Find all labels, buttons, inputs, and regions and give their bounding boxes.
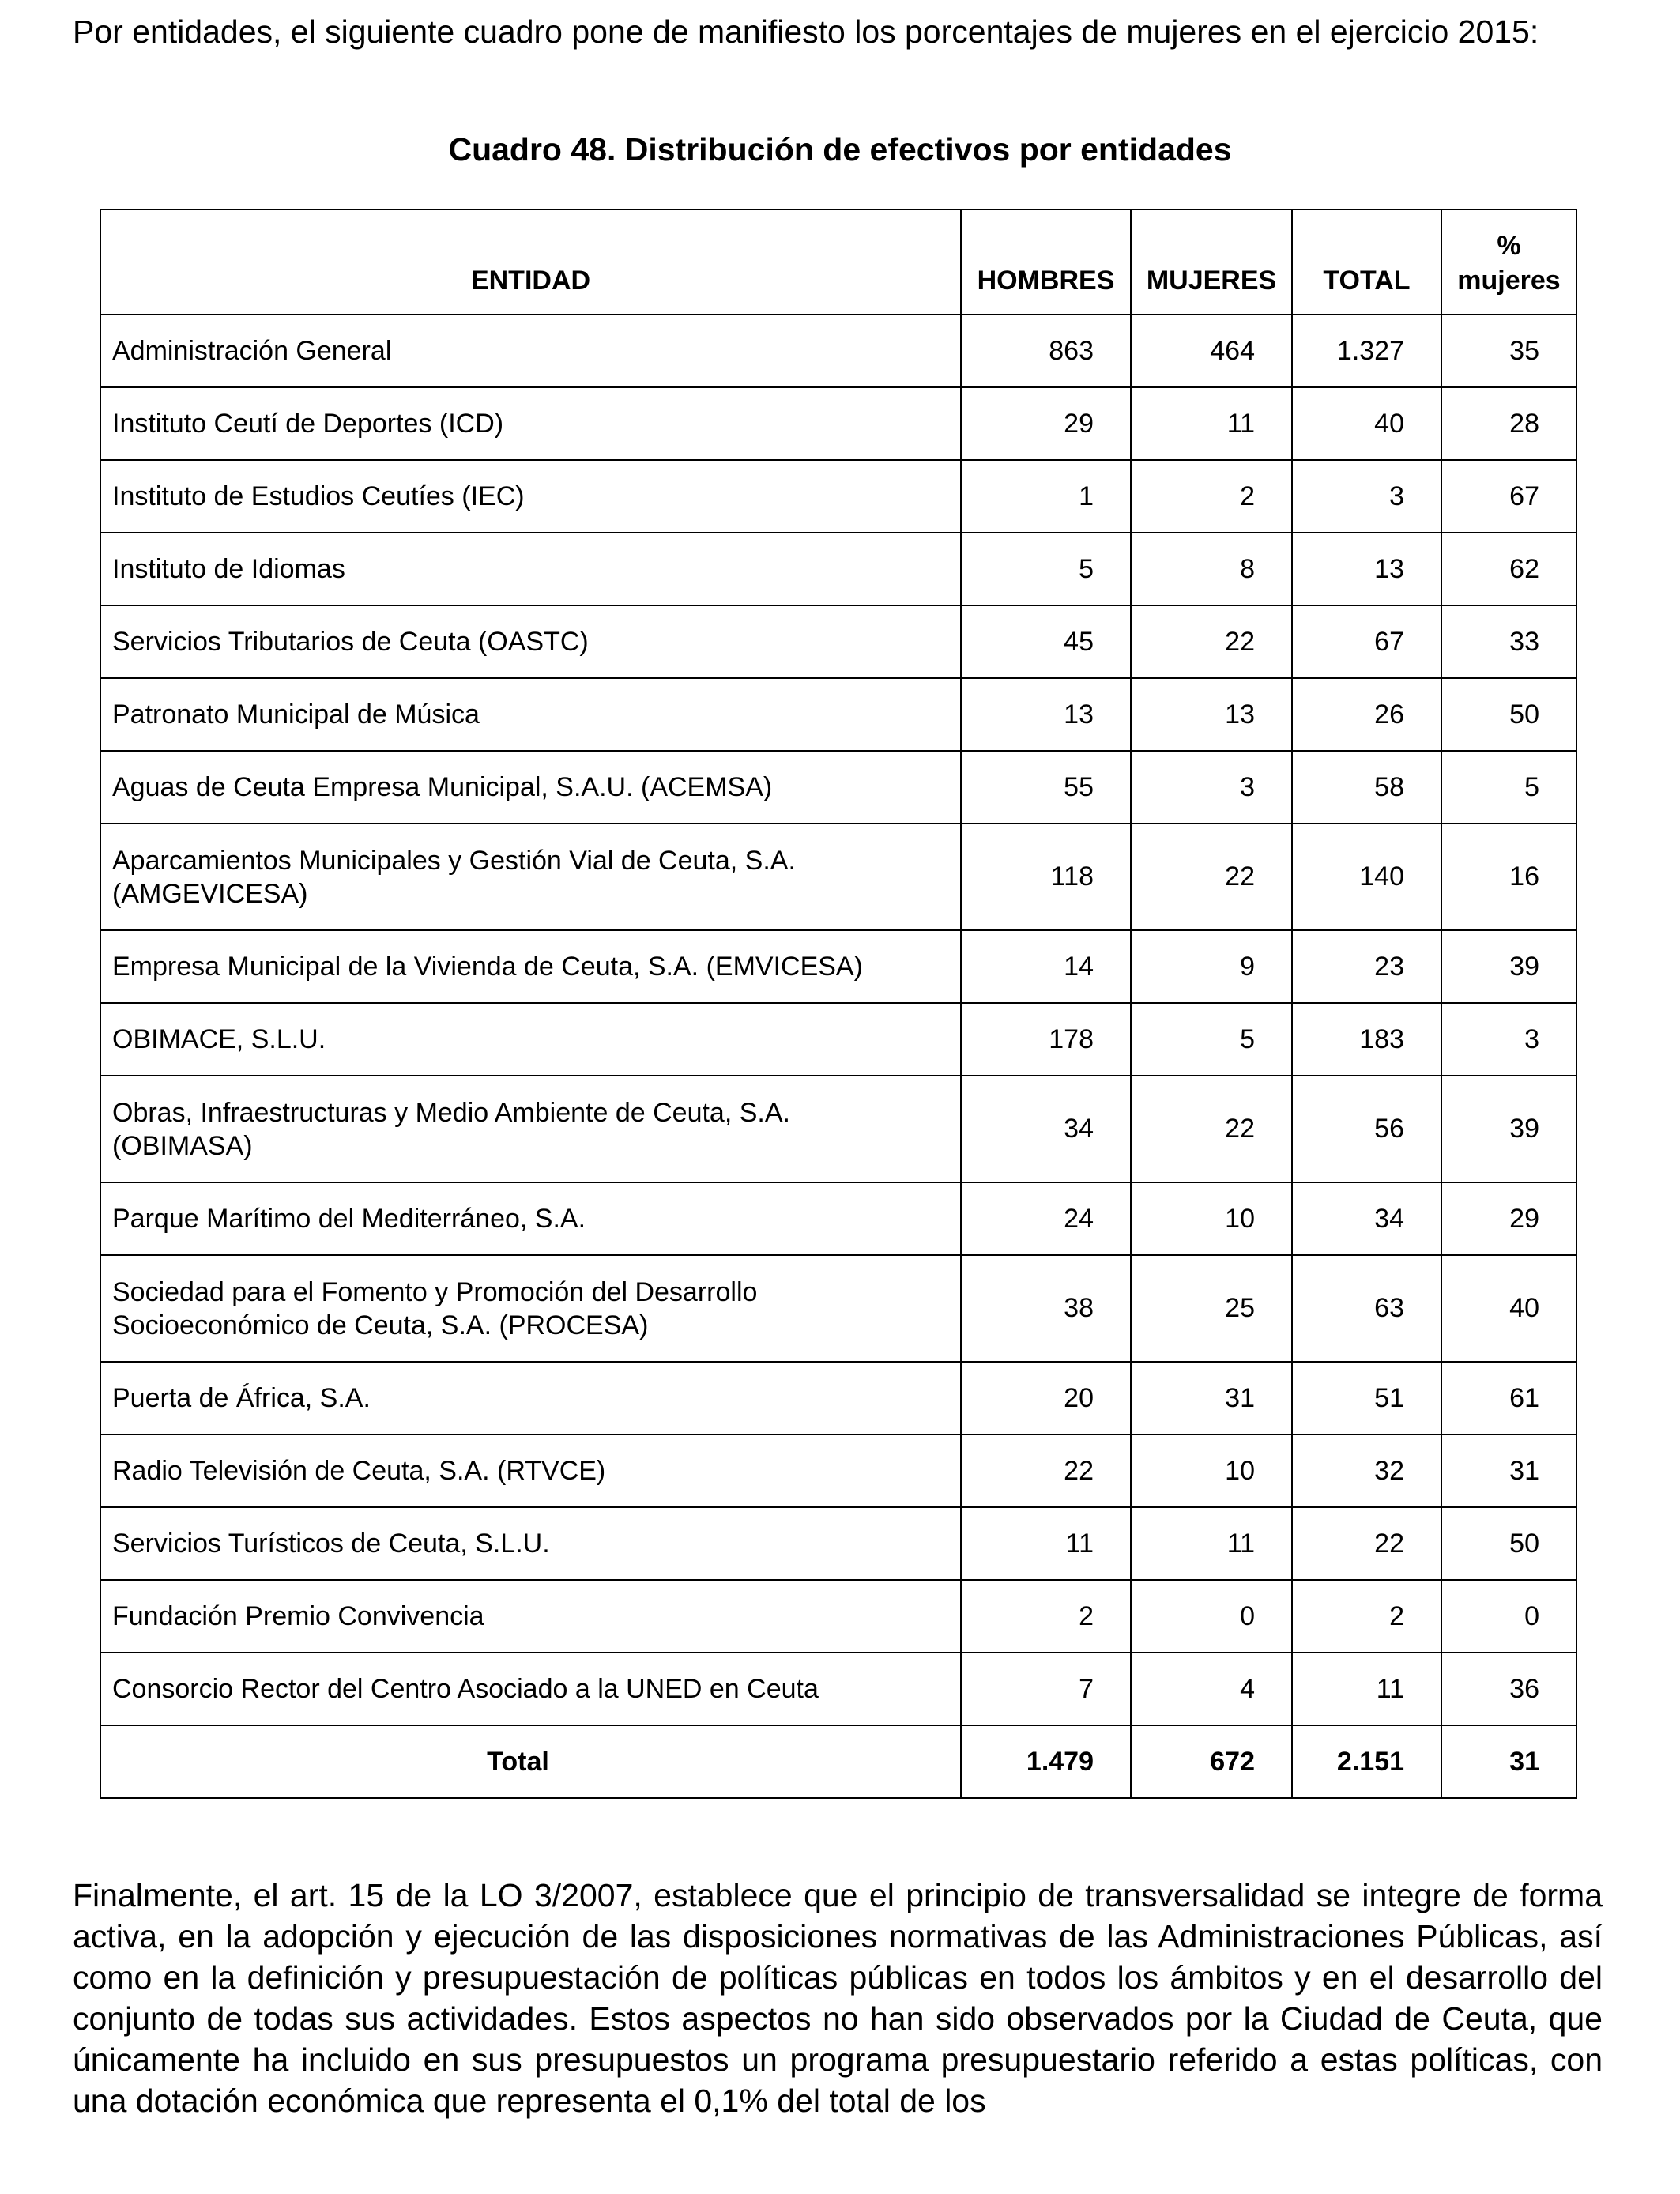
cell-pct-mujeres: 33 [1441, 605, 1576, 678]
cell-entidad: Puerta de África, S.A. [100, 1362, 961, 1434]
table-row [100, 605, 1576, 678]
table-row [100, 533, 1576, 605]
entities-table [100, 209, 1577, 1799]
cell-hombres: 863 [961, 315, 1131, 387]
cell-total: 63 [1292, 1255, 1441, 1362]
cell-total: 40 [1292, 387, 1441, 460]
cell-hombres: 7 [961, 1653, 1131, 1725]
cell-pct-mujeres: 5 [1441, 751, 1576, 824]
table-row [100, 315, 1576, 387]
total-hombres: 1.479 [961, 1725, 1131, 1798]
cell-hombres: 20 [961, 1362, 1131, 1434]
cell-entidad: Fundación Premio Convivencia [100, 1580, 961, 1653]
cell-hombres: 38 [961, 1255, 1131, 1362]
header-hombres: HOMBRES [961, 209, 1131, 315]
cell-total: 23 [1292, 930, 1441, 1003]
table-header-row [100, 209, 1576, 315]
intro-paragraph: Por entidades, el siguiente cuadro pone de manifiesto los porcentajes de mujeres en el ejercicio 2015: [73, 13, 1539, 50]
cell-pct-mujeres: 50 [1441, 678, 1576, 751]
cell-pct-mujeres: 0 [1441, 1580, 1576, 1653]
cell-entidad: Servicios Tributarios de Ceuta (OASTC) [100, 605, 961, 678]
cell-total: 140 [1292, 824, 1441, 930]
total-pct-mujeres: 31 [1441, 1725, 1576, 1798]
cell-hombres: 34 [961, 1076, 1131, 1182]
cell-entidad: Radio Televisión de Ceuta, S.A. (RTVCE) [100, 1434, 961, 1507]
cell-total: 67 [1292, 605, 1441, 678]
cell-total: 1.327 [1292, 315, 1441, 387]
cell-entidad: Instituto de Estudios Ceutíes (IEC) [100, 460, 961, 533]
cell-total: 56 [1292, 1076, 1441, 1182]
cell-pct-mujeres: 3 [1441, 1003, 1576, 1076]
cell-mujeres: 3 [1131, 751, 1292, 824]
cell-mujeres: 11 [1131, 1507, 1292, 1580]
cell-entidad: Servicios Turísticos de Ceuta, S.L.U. [100, 1507, 961, 1580]
cell-hombres: 11 [961, 1507, 1131, 1580]
cell-mujeres: 25 [1131, 1255, 1292, 1362]
cell-total: 26 [1292, 678, 1441, 751]
cell-hombres: 14 [961, 930, 1131, 1003]
table-row [100, 387, 1576, 460]
cell-total: 183 [1292, 1003, 1441, 1076]
cell-hombres: 118 [961, 824, 1131, 930]
header-total: TOTAL [1292, 209, 1441, 315]
cell-mujeres: 8 [1131, 533, 1292, 605]
total-mujeres: 672 [1131, 1725, 1292, 1798]
cell-total: 11 [1292, 1653, 1441, 1725]
cell-total: 32 [1292, 1434, 1441, 1507]
cell-entidad: Empresa Municipal de la Vivienda de Ceuta, S.A. (EMVICESA) [100, 930, 961, 1003]
cell-entidad: Instituto Ceutí de Deportes (ICD) [100, 387, 961, 460]
cell-hombres: 2 [961, 1580, 1131, 1653]
cell-pct-mujeres: 39 [1441, 930, 1576, 1003]
cell-entidad: Parque Marítimo del Mediterráneo, S.A. [100, 1182, 961, 1255]
cell-total: 2 [1292, 1580, 1441, 1653]
cell-mujeres: 22 [1131, 824, 1292, 930]
cell-hombres: 1 [961, 460, 1131, 533]
cell-mujeres: 31 [1131, 1362, 1292, 1434]
cell-total: 34 [1292, 1182, 1441, 1255]
cell-entidad: Administración General [100, 315, 961, 387]
table-row [100, 1076, 1576, 1182]
table-caption: Cuadro 48. Distribución de efectivos por entidades [448, 131, 1232, 168]
table-row [100, 1434, 1576, 1507]
total-total: 2.151 [1292, 1725, 1441, 1798]
table-row [100, 751, 1576, 824]
final-paragraph: Finalmente, el art. 15 de la LO 3/2007, establece que el principio de transversalidad se integre de forma activa, en la adopción y ejecución de las disposiciones normativas de las Administraciones Públicas, así como en la definición y presupuestación de políticas públicas en todos los ámbitos y en el desarrollo del conjunto de todas sus actividades. Estos aspectos no han sido observados por la Ciudad de Ceuta, que únicamente ha incluido en sus presupuestos un programa presupuestario referido a estas políticas, con una dotación económica que representa el 0,1% del total de los [73, 1877, 1603, 2119]
cell-total: 13 [1292, 533, 1441, 605]
cell-hombres: 5 [961, 533, 1131, 605]
table-row [100, 1507, 1576, 1580]
cell-entidad: Consorcio Rector del Centro Asociado a la UNED en Ceuta [100, 1653, 961, 1725]
cell-entidad: Obras, Infraestructuras y Medio Ambiente de Ceuta, S.A. (OBIMASA) [100, 1076, 961, 1182]
cell-pct-mujeres: 29 [1441, 1182, 1576, 1255]
cell-mujeres: 0 [1131, 1580, 1292, 1653]
cell-mujeres: 464 [1131, 315, 1292, 387]
cell-hombres: 24 [961, 1182, 1131, 1255]
cell-entidad: Instituto de Idiomas [100, 533, 961, 605]
cell-hombres: 178 [961, 1003, 1131, 1076]
cell-pct-mujeres: 31 [1441, 1434, 1576, 1507]
cell-entidad: Aparcamientos Municipales y Gestión Vial de Ceuta, S.A. (AMGEVICESA) [100, 824, 961, 930]
cell-mujeres: 5 [1131, 1003, 1292, 1076]
cell-entidad: Patronato Municipal de Música [100, 678, 961, 751]
cell-mujeres: 13 [1131, 678, 1292, 751]
cell-hombres: 22 [961, 1434, 1131, 1507]
cell-total: 58 [1292, 751, 1441, 824]
table-row [100, 1580, 1576, 1653]
table-row [100, 1255, 1576, 1362]
cell-pct-mujeres: 61 [1441, 1362, 1576, 1434]
cell-entidad: Sociedad para el Fomento y Promoción del Desarrollo Socioeconómico de Ceuta, S.A. (PROCESA) [100, 1255, 961, 1362]
cell-mujeres: 4 [1131, 1653, 1292, 1725]
cell-mujeres: 10 [1131, 1182, 1292, 1255]
cell-pct-mujeres: 35 [1441, 315, 1576, 387]
cell-pct-mujeres: 67 [1441, 460, 1576, 533]
cell-pct-mujeres: 62 [1441, 533, 1576, 605]
table-row [100, 1362, 1576, 1434]
table-total-row [100, 1725, 1576, 1798]
cell-mujeres: 22 [1131, 1076, 1292, 1182]
cell-mujeres: 11 [1131, 387, 1292, 460]
cell-entidad: OBIMACE, S.L.U. [100, 1003, 961, 1076]
cell-hombres: 29 [961, 387, 1131, 460]
cell-hombres: 45 [961, 605, 1131, 678]
table-row [100, 824, 1576, 930]
cell-pct-mujeres: 40 [1441, 1255, 1576, 1362]
table-row [100, 678, 1576, 751]
cell-pct-mujeres: 16 [1441, 824, 1576, 930]
cell-total: 22 [1292, 1507, 1441, 1580]
cell-pct-mujeres: 39 [1441, 1076, 1576, 1182]
table-row [100, 1182, 1576, 1255]
table-row [100, 1003, 1576, 1076]
table-row [100, 460, 1576, 533]
cell-hombres: 13 [961, 678, 1131, 751]
cell-mujeres: 2 [1131, 460, 1292, 533]
table-row [100, 1653, 1576, 1725]
cell-mujeres: 10 [1131, 1434, 1292, 1507]
cell-hombres: 55 [961, 751, 1131, 824]
cell-pct-mujeres: 50 [1441, 1507, 1576, 1580]
cell-total: 3 [1292, 460, 1441, 533]
cell-mujeres: 9 [1131, 930, 1292, 1003]
table-row [100, 930, 1576, 1003]
cell-entidad: Aguas de Ceuta Empresa Municipal, S.A.U. (ACEMSA) [100, 751, 961, 824]
total-label: Total [100, 1725, 961, 1798]
cell-total: 51 [1292, 1362, 1441, 1434]
header-pct-mujeres: % mujeres [1441, 209, 1576, 315]
cell-pct-mujeres: 28 [1441, 387, 1576, 460]
cell-pct-mujeres: 36 [1441, 1653, 1576, 1725]
header-mujeres: MUJERES [1131, 209, 1292, 315]
header-entidad: ENTIDAD [100, 209, 961, 315]
cell-mujeres: 22 [1131, 605, 1292, 678]
